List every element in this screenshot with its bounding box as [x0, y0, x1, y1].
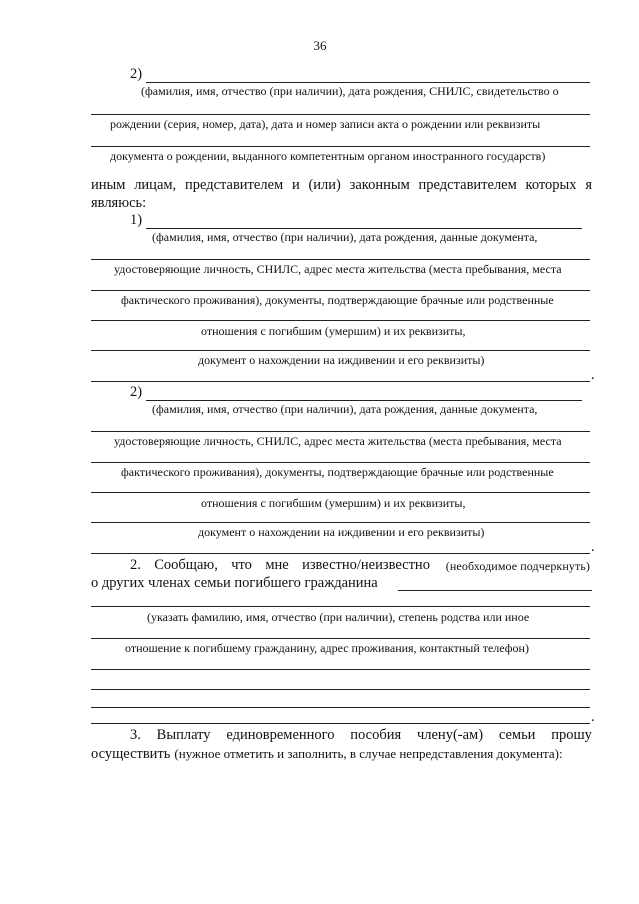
- person1-fill-line-4[interactable]: [91, 320, 590, 321]
- person2-fill-line-3[interactable]: [91, 462, 590, 463]
- person1-period: .: [591, 367, 595, 383]
- person2-caption-4: отношения с погибшим (умершим) и их реквизиты,: [201, 496, 466, 510]
- word: я: [585, 177, 592, 193]
- person2-fill-line[interactable]: [146, 400, 582, 401]
- child2-caption-3: документа о рождении, выданного компетентным органом иностранного государств): [110, 149, 546, 163]
- child2-fill-line-2[interactable]: [91, 114, 590, 115]
- word: (или): [308, 177, 341, 193]
- word: которых: [525, 177, 577, 193]
- section2-period: .: [591, 709, 595, 725]
- section2-caption-2: отношение к погибшему гражданину, адрес проживания, контактный телефон): [125, 641, 529, 655]
- child2-caption-1: (фамилия, имя, отчество (при наличии), дата рождения, СНИЛС, свидетельство о: [141, 84, 559, 98]
- person1-fill-line[interactable]: [146, 228, 582, 229]
- person1-caption-3: фактического проживания), документы, подтверждающие брачные или родственные: [121, 293, 554, 307]
- person1-fill-line-6[interactable]: [91, 381, 590, 382]
- section2-fill-line-4[interactable]: [91, 669, 590, 670]
- person1-caption-1: (фамилия, имя, отчество (при наличии), дата рождения, данные документа,: [152, 230, 538, 244]
- word: Сообщаю,: [154, 557, 218, 573]
- person1-fill-line-3[interactable]: [91, 290, 590, 291]
- section3-line-2-note: (нужное отметить и заполнить, в случае непредставления документа):: [174, 746, 563, 761]
- word: Выплату: [156, 727, 211, 743]
- person1-number: 1): [130, 212, 143, 228]
- page-number: 36: [313, 38, 327, 53]
- word: представителем: [418, 177, 517, 193]
- section2-fill-line-7[interactable]: [91, 723, 590, 724]
- others-paragraph-line-1: [91, 177, 592, 194]
- person1-caption-2: удостоверяющие личность, СНИЛС, адрес места жительства (места пребывания, места: [114, 262, 562, 276]
- section2-fill-line-6[interactable]: [91, 707, 590, 708]
- person1-fill-line-5[interactable]: [91, 350, 590, 351]
- person2-number: 2): [130, 384, 143, 400]
- person2-caption-5: документ о нахождении на иждивении и его реквизиты): [198, 525, 485, 539]
- person2-caption-1: (фамилия, имя, отчество (при наличии), дата рождения, данные документа,: [152, 402, 538, 416]
- person2-caption-2: удостоверяющие личность, СНИЛС, адрес места жительства (места пребывания, места: [114, 434, 562, 448]
- section2-fill-line[interactable]: [398, 590, 592, 591]
- section2-fill-line-5[interactable]: [91, 689, 590, 690]
- word: единовременного: [226, 727, 335, 743]
- person2-fill-line-5[interactable]: [91, 522, 590, 523]
- word: и: [291, 177, 300, 193]
- person2-caption-3: фактического проживания), документы, подтверждающие брачные или родственные: [121, 465, 554, 479]
- person1-caption-4: отношения с погибшим (умершим) и их реквизиты,: [201, 324, 466, 338]
- section3-line-2: [91, 745, 563, 763]
- section3-line-2-main: осуществить: [91, 746, 171, 762]
- section2-note: (необходимое подчеркнуть): [445, 559, 590, 573]
- word: иным: [91, 177, 126, 193]
- word: что: [231, 557, 252, 573]
- child2-number: 2): [130, 66, 143, 82]
- person2-period: .: [591, 539, 595, 555]
- others-paragraph-line-2: являюсь:: [91, 195, 147, 211]
- person2-fill-line-6[interactable]: [91, 553, 590, 554]
- person1-caption-5: документ о нахождении на иждивении и его реквизиты): [198, 353, 485, 367]
- word: семьи: [498, 727, 536, 743]
- section2-line-1-lead: [130, 557, 430, 574]
- word: лицам,: [134, 177, 177, 193]
- section2-caption-1: (указать фамилию, имя, отчество (при наличии), степень родства или иное: [147, 610, 530, 624]
- child2-caption-2: рождении (серия, номер, дата), дата и номер записи акта о рождении или реквизиты: [110, 117, 541, 131]
- person2-fill-line-4[interactable]: [91, 492, 590, 493]
- word: законным: [349, 177, 410, 193]
- word: известно/неизвестно: [302, 557, 430, 573]
- section2-fill-line-2[interactable]: [91, 606, 590, 607]
- word: пособия: [350, 727, 402, 743]
- section3-line-1: [130, 727, 592, 744]
- person2-fill-line-2[interactable]: [91, 431, 590, 432]
- word: члену(-ам): [416, 727, 484, 743]
- word: представителем: [184, 177, 284, 193]
- child2-fill-line-3[interactable]: [91, 146, 590, 147]
- person1-fill-line-2[interactable]: [91, 259, 590, 260]
- child2-fill-line[interactable]: [146, 82, 590, 83]
- word: прошу: [551, 727, 592, 743]
- word: 3.: [130, 727, 141, 743]
- word: мне: [265, 557, 289, 573]
- word: 2.: [130, 557, 141, 573]
- section2-line-2: о других членах семьи погибшего гражданина: [91, 575, 378, 591]
- section2-fill-line-3[interactable]: [91, 638, 590, 639]
